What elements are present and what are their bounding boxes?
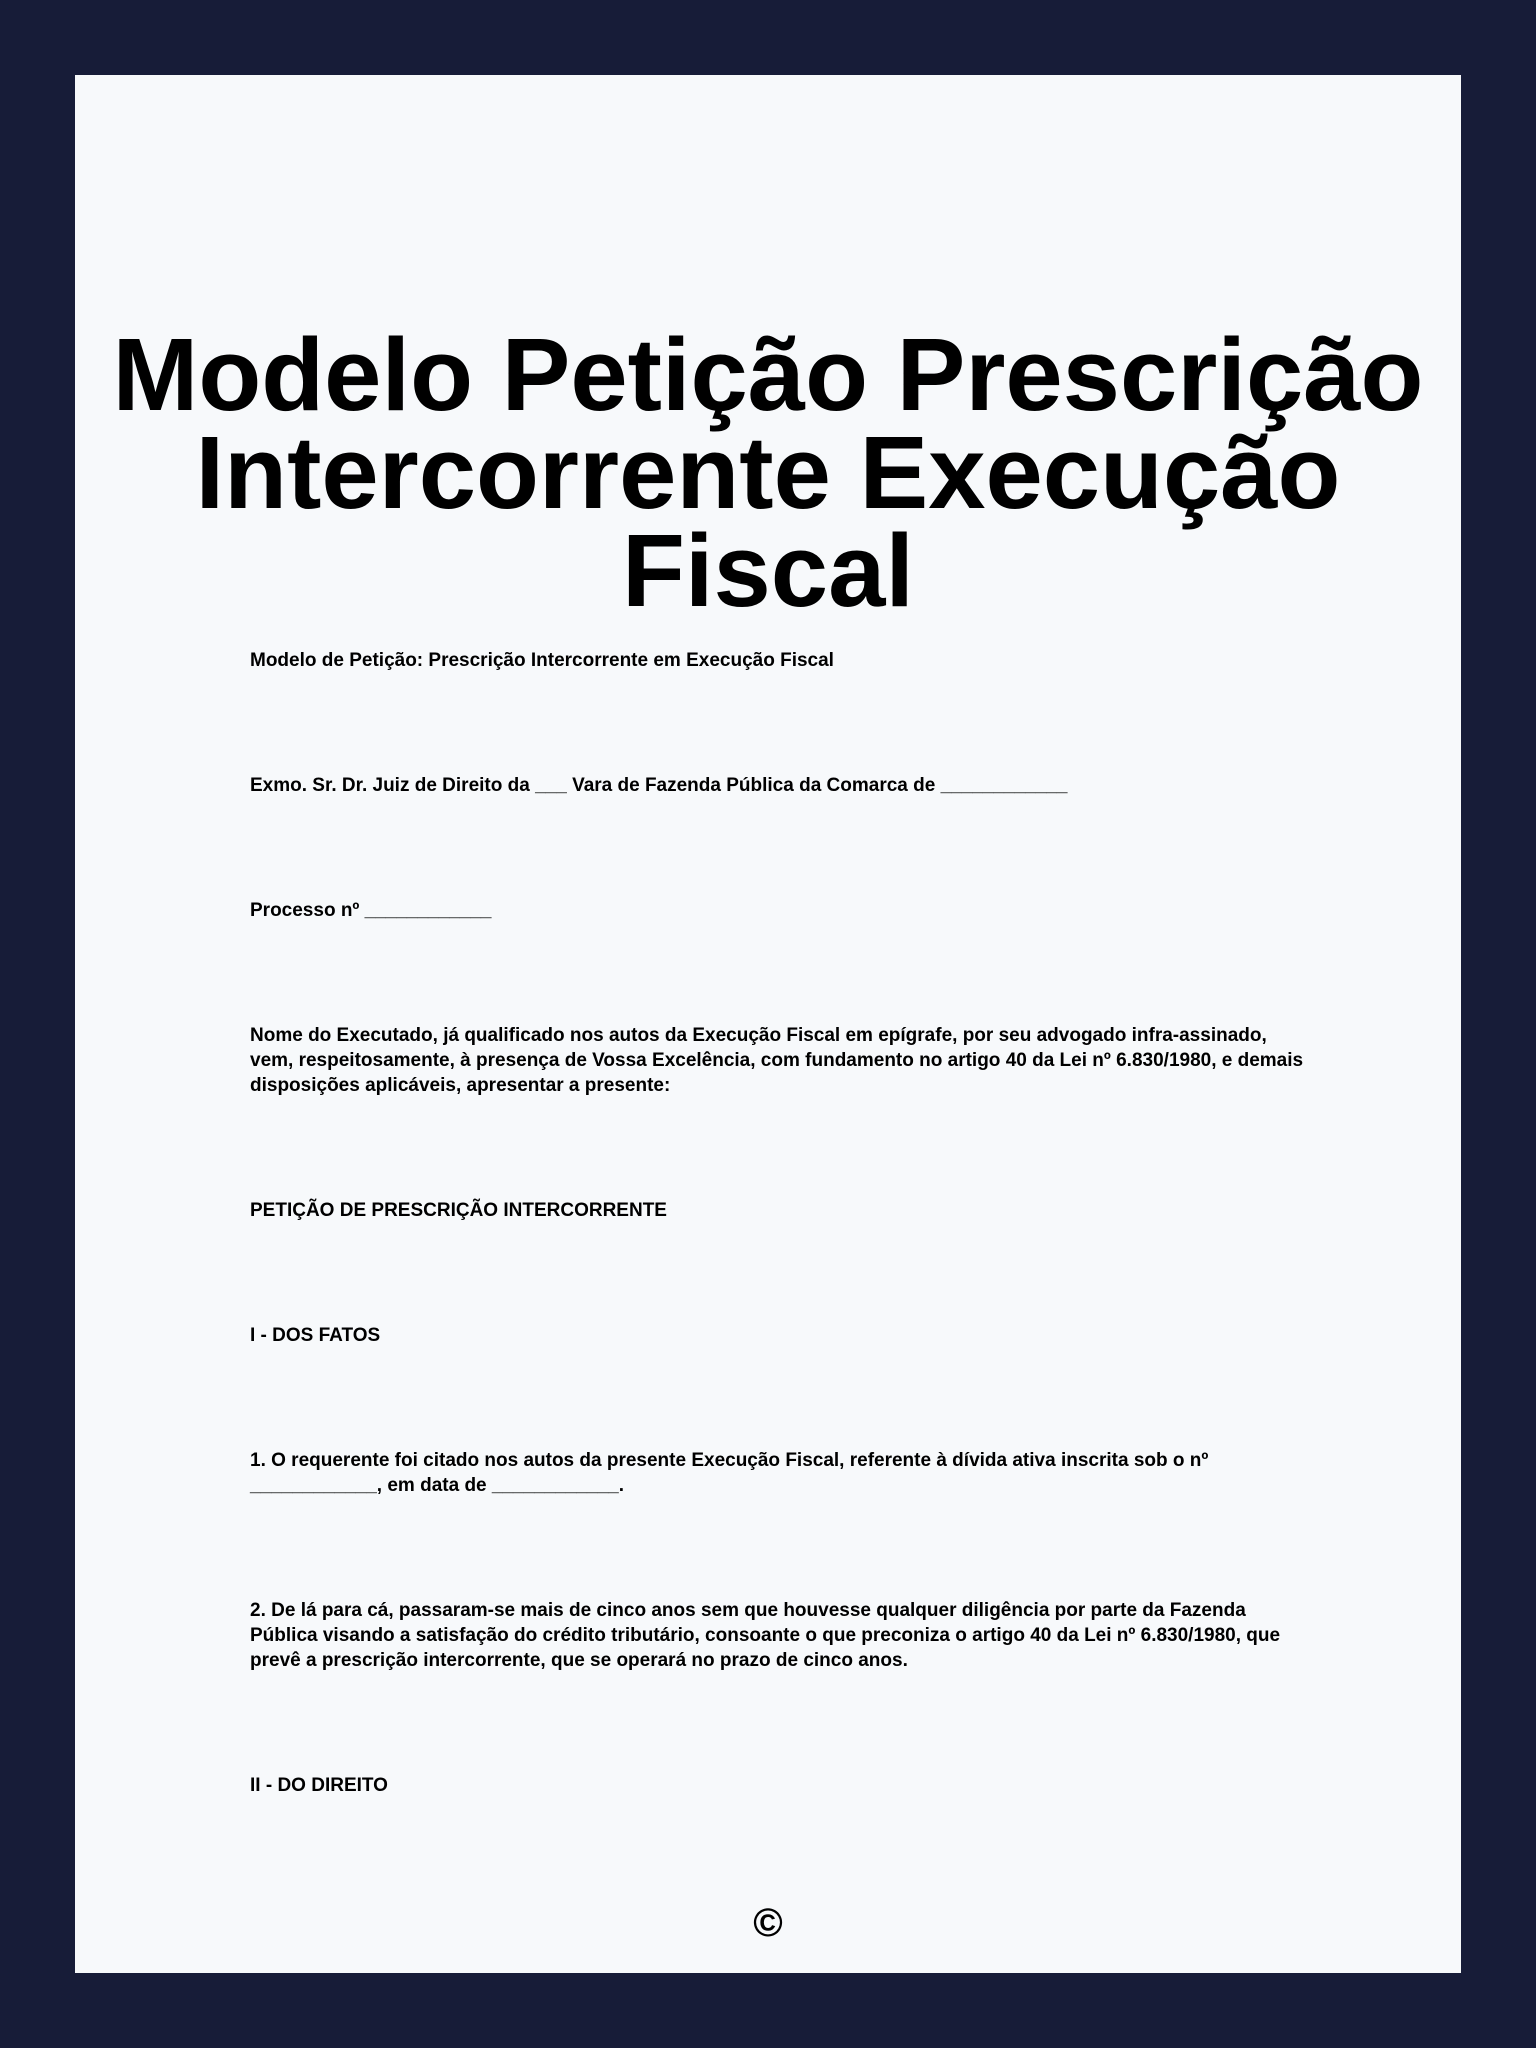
copyright-icon: © [753,1901,783,1945]
document-page [75,75,1461,1973]
document-title [75,317,1461,628]
title-line-2: Intercorrente Execução [195,415,1341,530]
fact-paragraph-1: 1. O requerente foi citado nos autos da presente Execução Fiscal, referente à dívida ativa inscrita sob o nº ____________, em data de ____________. [250,1450,1209,1496]
title-line-1: Modelo Petição Prescrição [112,317,1424,432]
section-law-heading: II - DO DIREITO [250,1775,388,1796]
petition-heading: Modelo de Petição: Prescrição Intercorrente em Execução Fiscal [250,650,834,671]
fact-paragraph-2: 2. De lá para cá, passaram-se mais de cinco anos sem que houvesse qualquer diligência por parte da Fazenda Pública visando a satisfação do crédito tributário, consoante o que preconiza o artigo 40 da Lei nº 6.830/1980, que prevê a prescrição intercorrente, que se operará no prazo de cinco anos. [250,1600,1281,1671]
title-line-3: Fiscal [621,513,914,628]
intro-paragraph: Nome do Executado, já qualificado nos autos da Execução Fiscal em epígrafe, por seu advogado infra-assinado, vem, respeitosamente, à presença de Vossa Excelência, com fundamento no artigo 40 da Lei nº 6.830/1980, e demais disposições aplicáveis, apresentar a presente: [250,1025,1304,1096]
petition-type-heading: PETIÇÃO DE PRESCRIÇÃO INTERCORRENTE [250,1200,667,1221]
addressee-line: Exmo. Sr. Dr. Juiz de Direito da ___ Vara de Fazenda Pública da Comarca de ____________ [250,775,1068,796]
process-number-line: Processo nº ____________ [250,900,492,921]
section-facts-heading: I - DOS FATOS [250,1325,381,1346]
